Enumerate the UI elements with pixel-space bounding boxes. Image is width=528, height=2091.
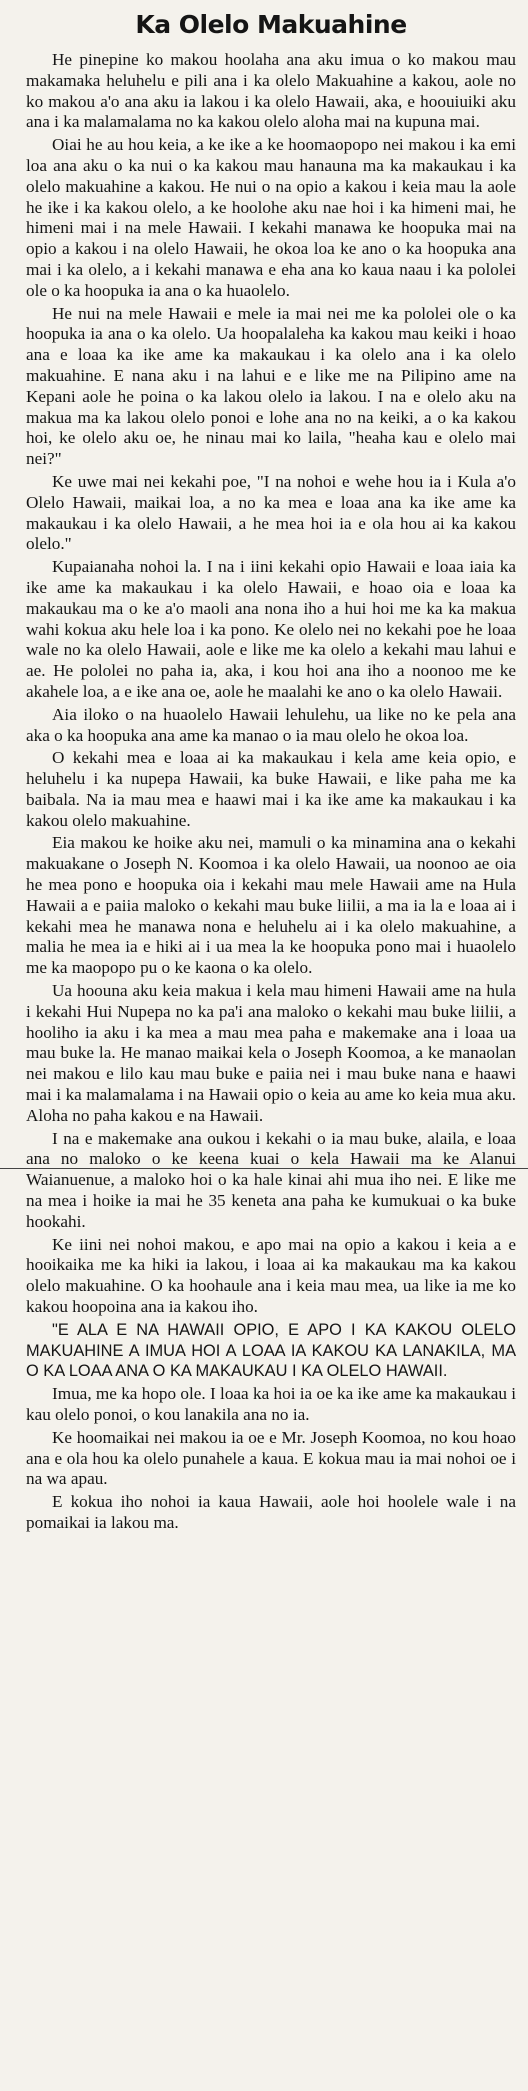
article-title: Ka Olelo Makuahine [135, 10, 407, 39]
closing-paragraph-1: Imua, me ka hopo ole. I loaa ka hoi ia oe ka ike ame ka makaukau i kau olelo ponoi, o kou lanakila ana no ia. [26, 1384, 516, 1424]
paragraph-5: Kupaianaha nohoi la. I na i iini kekahi opio Hawaii e loaa iaia ka ike ame ka makaukau i ka olelo Hawaii, e hoao oia e loaa ka makaukau ma o ke a'o maoli ana nona iho a hui hoi me ka ka makua wahi kokua aku hele loa i ka pono. Ke olelo nei no kekahi poe he loaa wale no ka olelo Hawaii, aole e like me ka olelo a kekahi mau lahui e ae. He pololei no paha ia, aka, i kou hoi ana iho a noonoo me ke akahele loa, a e ike ana oe, aole he maalahi ke ano o ka olelo Hawaii. [26, 557, 516, 701]
closing-paragraph-2: Ke hoomaikai nei makou ia oe e Mr. Joseph Koomoa, no kou hoao ana e ola hou ka olelo punahele a kaua. E kokua mau ia mai nohoi oe i na wa apau. [26, 1427, 516, 1489]
paragraph-7: O kekahi mea e loaa ai ka makaukau i kela ame keia opio, e heluhelu i ka nupepa Hawaii, ka buke Hawaii, e like paha me ka baibala. Na ia mau mea e haawi mai i ka ike ame ka makaukau i ka kakou olelo makuahine. [26, 748, 516, 830]
paragraph-2: Oiai he au hou keia, a ke ike a ke hoomaopopo nei makou i ka emi loa ana aku o ka nui o ka kakou mau hanauna ma ka makaukau i ka olelo makuahine a kakou. He nui o na opio a kakou i keia mau la aole he ike i ka kakou olelo, a ke hoolohe aku nae hoi i ka himeni mai, he himeni mai i na mele Hawaii. I kekahi manawa ke hoopuka mai na opio a kakou i na olelo Hawaii, he okoa loa ke ano o ka hoopuka ana mai i ka olelo, a i kekahi manawa e eha ana ko kaua naau i ka pololei ole o ka hoopuka ia ana o ka huaolelo. [26, 135, 516, 300]
paragraph-1: He pinepine ko makou hoolaha ana aku imua o ko makou mau makamaka heluhelu e pili ana i ka olelo Makuahine a kakou, aole no ko makou a'o ana aku ia lakou i ka olelo Hawaii, aka, e hoouiuiki aku ana i ka malamalama no ka kakou olelo aloha mai na kupuna mai. [26, 50, 516, 132]
slogan-paragraph: "E ALA E NA HAWAII OPIO, E APO I KA KAKOU OLELO MAKUAHINE A IMUA HOI A LOAA IA KAKOU KA LANAKILA, MA O KA LOAA ANA O KA MAKAUKAU I KA OLELO HAWAII. [26, 1320, 516, 1381]
paragraph-10: I na e makemake ana oukou i kekahi o ia mau buke, alaila, e loaa ana no maloko o ke keena kuai o kela Hawaii ma ke Alanui Waianuenue, a maloko hoi o ka hale kinai ahi mua iho nei. E like me na mea i hoike ia mai he 35 keneta ana paha ke kumukuai o ka buke hookahi. [26, 1128, 516, 1231]
column-fold-line [0, 1168, 528, 1169]
paragraph-9: Ua hoouna aku keia makua i kela mau himeni Hawaii ame na hula i kekahi Hui Nupepa no ka pa'i ana maloko o kekahi mau buke liilii, a hooliho ia aku i ka mea a mau mea paha e makemake ana i loaa ua mau buke la. He manao maikai kela o Joseph Koomoa, a ke manaolan nei makou e lilo kau mau buke e paiia nei i mau buke nana e haawi mai i ka malamalama i na Hawaii opio o keia au ame ko keia mua aku. Aloha no paha kakou e na Hawaii. [26, 981, 516, 1125]
paragraph-8: Eia makou ke hoike aku nei, mamuli o ka minamina ana o kekahi makuakane o Joseph N. Koomoa i ka olelo Hawaii, ua noonoo ae oia he mea pono e hoopuka oia i kekahi mau mele Hawaii ame na Hula Hawaii a e paiia maloko o kekahi mau buke liilii, a ma ia la e loaa ai i kekahi mea he manawa nona e heluhelu ai i ka olelo makuahine, a malia he mea ia e hiki ai i ua mea la ke hoopuka pono mai i huaolelo me ka maopopo pu o ke kaona o ka olelo. [26, 833, 516, 978]
paragraph-11: Ke iini nei nohoi makou, e apo mai na opio a kakou i keia a e hooikaika me ka hiki ia lakou, i loaa ai ka makaukau ma ka kakou olelo makuahine. O ka hoohaule ana i keia mau mea, ua like ia me ko kakou hoopoina ana ia kakou iho. [26, 1234, 516, 1317]
paragraph-3: He nui na mele Hawaii e mele ia mai nei me ka pololei ole o ka hoopuka ia ana o ka olelo. Ua hoopalaleha ka kakou mau keiki i hoao ana e loaa ka ike ame ka makaukau i ka olelo ana i ka olelo makuahine. E nana aku i na lahui e e like me na Pilipino ame na Kepani aole he poina o ka lakou olelo ia lakou. I na e olelo aku na makua ma ka lakou olelo ponoi e lohe ana no na keiki, a o ka kakou hoi, ke olelo aku oe, he ninau mai ko laila, "heaha kau e olelo mai nei?" [26, 303, 516, 469]
paragraph-6: Aia iloko o na huaolelo Hawaii lehulehu, ua like no ke pela ana aka o ka hoopuka ana ame ka manao o ia mau olelo he okoa loa. [26, 704, 516, 745]
closing-paragraph-3: E kokua iho nohoi ia kaua Hawaii, aole hoi hoolele wale i na pomaikai ia lakou ma. [26, 1492, 516, 1532]
paragraph-4: Ke uwe mai nei kekahi poe, "I na nohoi e wehe hou ia i Kula a'o Olelo Hawaii, maikai loa, a no ka mea e loaa ana ka ike ame ka makaukau i ka olelo Hawaii, a he mea hoi ia e ola hou ai ka kakou olelo." [26, 471, 516, 554]
